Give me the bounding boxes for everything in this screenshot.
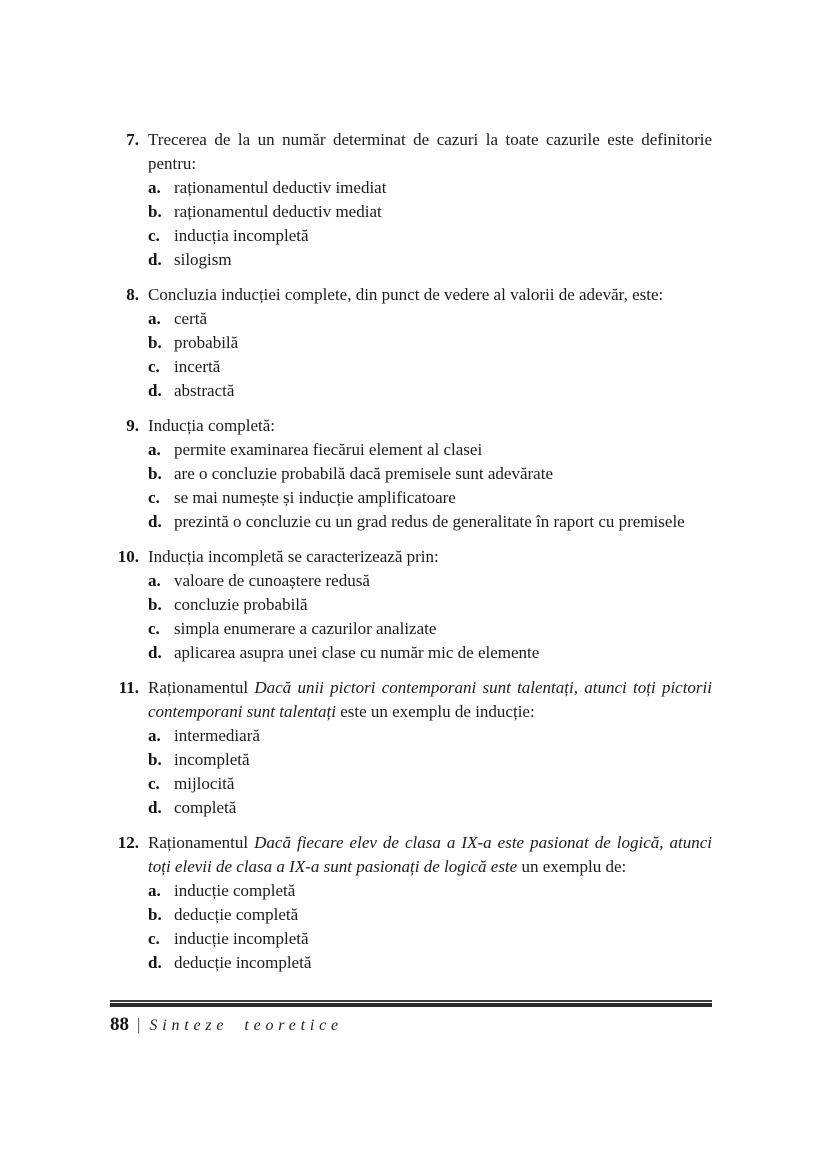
option-text: intermediară xyxy=(174,726,260,745)
option-text: simpla enumerare a cazurilor analizate xyxy=(174,619,437,638)
option-letter: c. xyxy=(148,357,160,376)
option-letter: c. xyxy=(148,488,160,507)
option-letter: c. xyxy=(148,226,160,245)
option-row xyxy=(148,176,712,200)
option-list xyxy=(110,724,712,820)
option-row xyxy=(148,569,712,593)
question-stem-row xyxy=(110,283,712,307)
option-text: deducție completă xyxy=(174,905,299,924)
option-letter: a. xyxy=(148,881,161,900)
option-row xyxy=(148,200,712,224)
option-letter: b. xyxy=(148,750,162,769)
option-row xyxy=(148,593,712,617)
option-text: prezintă o concluzie cu un grad redus de generalitate în raport cu premisele xyxy=(174,512,685,531)
option-text: are o concluzie probabilă dacă premisele sunt adevărate xyxy=(174,464,553,483)
question-list xyxy=(110,128,712,975)
option-letter: a. xyxy=(148,726,161,745)
option-letter: b. xyxy=(148,202,162,221)
option-letter: d. xyxy=(148,953,162,972)
option-text: completă xyxy=(174,798,237,817)
page-footer xyxy=(110,1000,712,1038)
stem-text: Inducția completă: xyxy=(148,416,275,435)
question-item xyxy=(110,676,712,820)
question-item xyxy=(110,128,712,272)
question-stem xyxy=(148,128,712,176)
option-row xyxy=(148,379,712,403)
option-letter: c. xyxy=(148,774,160,793)
question-number: 9. xyxy=(126,416,139,435)
option-letter: a. xyxy=(148,571,161,590)
option-letter: d. xyxy=(148,512,162,531)
stem-text: Raționamentul xyxy=(148,678,255,697)
option-list xyxy=(110,569,712,665)
question-stem-row xyxy=(110,545,712,569)
option-text: deducție incompletă xyxy=(174,953,312,972)
stem-italic-text: Dacă unii pictori contemporani sunt talentați, atunci toți pictorii contemporani sunt talentați xyxy=(148,678,712,721)
option-row xyxy=(148,641,712,665)
footer-rule-thin-line xyxy=(110,1000,712,1002)
option-text: silogism xyxy=(174,250,232,269)
question-stem-row xyxy=(110,831,712,879)
option-text: certă xyxy=(174,309,208,328)
option-text: inducție completă xyxy=(174,881,296,900)
option-text: se mai numește și inducție amplificatoare xyxy=(174,488,456,507)
option-text: inducție incompletă xyxy=(174,929,309,948)
option-letter: d. xyxy=(148,643,162,662)
option-letter: b. xyxy=(148,464,162,483)
option-letter: a. xyxy=(148,309,161,328)
question-stem xyxy=(148,283,712,307)
option-text: abstractă xyxy=(174,381,235,400)
option-letter: a. xyxy=(148,440,161,459)
stem-text: Raționamentul xyxy=(148,833,255,852)
option-row xyxy=(148,927,712,951)
option-letter: b. xyxy=(148,595,162,614)
footer-rule xyxy=(110,1000,712,1007)
option-row xyxy=(148,772,712,796)
option-letter: d. xyxy=(148,798,162,817)
option-list xyxy=(110,879,712,975)
option-text: raționamentul deductiv mediat xyxy=(174,202,382,221)
option-row xyxy=(148,331,712,355)
option-text: incertă xyxy=(174,357,221,376)
question-stem-row xyxy=(110,676,712,724)
section-title: Sinteze teoretice xyxy=(149,1017,343,1034)
option-letter: d. xyxy=(148,381,162,400)
question-number: 12. xyxy=(117,833,139,852)
option-row xyxy=(148,307,712,331)
option-letter: d. xyxy=(148,250,162,269)
option-row xyxy=(148,224,712,248)
option-row xyxy=(148,796,712,820)
option-row xyxy=(148,903,712,927)
option-row xyxy=(148,462,712,486)
question-item xyxy=(110,831,712,975)
option-list xyxy=(110,176,712,272)
stem-text: Trecerea de la un număr determinat de cazuri la toate cazurile este definitorie pentru: xyxy=(148,130,712,173)
option-text: incompletă xyxy=(174,750,250,769)
footer-text xyxy=(110,1013,712,1038)
stem-text: Inducția incompletă se caracterizează prin: xyxy=(148,547,439,566)
question-stem xyxy=(148,414,712,438)
question-stem-row xyxy=(110,128,712,176)
question-stem xyxy=(148,545,712,569)
stem-text: Concluzia inducției complete, din punct de vedere al valorii de adevăr, este: xyxy=(148,285,664,304)
option-row xyxy=(148,951,712,975)
question-item xyxy=(110,283,712,403)
option-text: mijlocită xyxy=(174,774,235,793)
option-row xyxy=(148,510,712,534)
question-number: 7. xyxy=(126,130,139,149)
option-row xyxy=(148,879,712,903)
question-number: 10. xyxy=(117,547,139,566)
option-letter: c. xyxy=(148,929,160,948)
option-row xyxy=(148,486,712,510)
question-item xyxy=(110,545,712,665)
option-row xyxy=(148,355,712,379)
option-text: aplicarea asupra unei clase cu număr mic de elemente xyxy=(174,643,540,662)
footer-separator: | xyxy=(137,1015,141,1034)
option-text: valoare de cunoaștere redusă xyxy=(174,571,370,590)
option-text: permite examinarea fiecărui element al clasei xyxy=(174,440,483,459)
question-stem-row xyxy=(110,414,712,438)
stem-text: un exemplu de: xyxy=(517,857,627,876)
question-stem xyxy=(148,676,712,724)
stem-text: este un exemplu de inducție: xyxy=(335,702,535,721)
option-list xyxy=(110,307,712,403)
option-text: concluzie probabilă xyxy=(174,595,308,614)
question-stem xyxy=(148,831,712,879)
option-letter: b. xyxy=(148,905,162,924)
option-row xyxy=(148,248,712,272)
option-letter: b. xyxy=(148,333,162,352)
option-row xyxy=(148,748,712,772)
option-row xyxy=(148,617,712,641)
option-letter: c. xyxy=(148,619,160,638)
question-number: 8. xyxy=(126,285,139,304)
option-row xyxy=(148,438,712,462)
footer-rule-thick-line xyxy=(110,1003,712,1007)
option-row xyxy=(148,724,712,748)
option-letter: a. xyxy=(148,178,161,197)
stem-italic-text: Dacă fiecare elev de clasa a IX-a este pasionat de logică, atunci toți elevii de clasa a IX-a sunt pasionați de logică este xyxy=(148,833,713,876)
option-text: probabilă xyxy=(174,333,239,352)
option-text: inducția incompletă xyxy=(174,226,309,245)
page-number: 88 xyxy=(110,1014,129,1035)
option-text: raționamentul deductiv imediat xyxy=(174,178,387,197)
option-list xyxy=(110,438,712,534)
question-number: 11. xyxy=(118,678,139,697)
question-item xyxy=(110,414,712,534)
